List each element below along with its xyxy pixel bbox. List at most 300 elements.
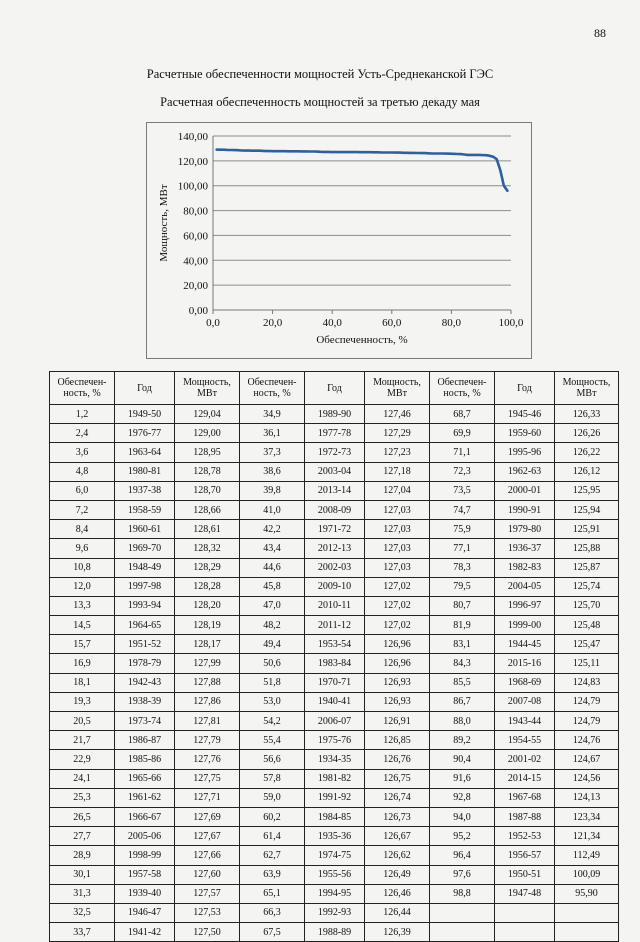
table-cell: 1969-70 — [115, 539, 175, 558]
table-cell: 62,7 — [240, 846, 305, 865]
table-cell: 127,03 — [365, 520, 430, 539]
table-cell: 1950-51 — [495, 865, 555, 884]
table-cell: 67,5 — [240, 923, 305, 942]
table-cell: 126,75 — [365, 769, 430, 788]
table-cell: 1986-87 — [115, 731, 175, 750]
table-cell: 20,5 — [50, 712, 115, 731]
table-cell: 4,8 — [50, 462, 115, 481]
table-cell: 124,67 — [555, 750, 619, 769]
table-cell: 56,6 — [240, 750, 305, 769]
table-cell: 2004-05 — [495, 577, 555, 596]
table-cell: 124,79 — [555, 692, 619, 711]
table-cell: 2007-08 — [495, 692, 555, 711]
table-cell: 1966-67 — [115, 807, 175, 826]
table-cell: 1938-39 — [115, 692, 175, 711]
table-cell: 126,26 — [555, 424, 619, 443]
table-cell: 127,69 — [175, 807, 240, 826]
table-cell: 86,7 — [430, 692, 495, 711]
table-row — [50, 481, 619, 500]
table-cell: 42,2 — [240, 520, 305, 539]
table-cell: 1975-76 — [305, 731, 365, 750]
table-cell: 127,71 — [175, 788, 240, 807]
table-cell: 68,7 — [430, 405, 495, 424]
table-cell: 1992-93 — [305, 903, 365, 922]
table-cell: 91,6 — [430, 769, 495, 788]
table-cell: 98,8 — [430, 884, 495, 903]
table-cell: 127,66 — [175, 846, 240, 865]
table-cell: 1944-45 — [495, 635, 555, 654]
table-row — [50, 769, 619, 788]
table-cell: 125,95 — [555, 481, 619, 500]
table-cell: 48,2 — [240, 616, 305, 635]
table-cell: 49,4 — [240, 635, 305, 654]
table-cell: 1971-72 — [305, 520, 365, 539]
table-cell: 127,75 — [175, 769, 240, 788]
table-header-cell: Мощность, МВт — [365, 372, 430, 405]
table-cell: 63,9 — [240, 865, 305, 884]
table-cell: 78,3 — [430, 558, 495, 577]
table-cell: 1988-89 — [305, 923, 365, 942]
table-row — [50, 731, 619, 750]
table-cell: 25,3 — [50, 788, 115, 807]
table-row — [50, 462, 619, 481]
table-cell: 127,03 — [365, 558, 430, 577]
table-cell: 127,03 — [365, 539, 430, 558]
table-cell: 128,20 — [175, 596, 240, 615]
table-cell: 1961-62 — [115, 788, 175, 807]
table-cell: 1957-58 — [115, 865, 175, 884]
table-row — [50, 424, 619, 443]
table-cell: 2014-15 — [495, 769, 555, 788]
document-title: Расчетные обеспеченности мощностей Усть-Среднеканской ГЭС — [146, 67, 494, 81]
table-row — [50, 884, 619, 903]
series-line — [217, 150, 508, 191]
table-cell: 57,8 — [240, 769, 305, 788]
table-cell: 1945-46 — [495, 405, 555, 424]
table-cell: 2013-14 — [305, 481, 365, 500]
table-row — [50, 500, 619, 519]
table-cell — [430, 923, 495, 942]
table-cell: 1960-61 — [115, 520, 175, 539]
table-row — [50, 635, 619, 654]
table-cell: 9,6 — [50, 539, 115, 558]
table-cell: 125,91 — [555, 520, 619, 539]
page-number: 88 — [594, 26, 606, 40]
table-cell: 127,67 — [175, 827, 240, 846]
table-cell: 28,9 — [50, 846, 115, 865]
table-cell: 89,2 — [430, 731, 495, 750]
table-cell: 128,66 — [175, 500, 240, 519]
table-cell: 1937-38 — [115, 481, 175, 500]
table-cell: 128,19 — [175, 616, 240, 635]
chart — [147, 123, 531, 358]
table-cell: 13,3 — [50, 596, 115, 615]
y-tick-label: 100,00 — [177, 180, 208, 193]
table-cell: 1976-77 — [115, 424, 175, 443]
table-cell: 3,6 — [50, 443, 115, 462]
table-cell: 126,93 — [365, 692, 430, 711]
y-axis-label: Мощность, МВт — [158, 184, 170, 262]
table-cell — [555, 923, 619, 942]
y-tick-label: 0,00 — [188, 305, 208, 317]
table-header-cell: Год — [495, 372, 555, 405]
table-row — [50, 673, 619, 692]
table-cell: 18,1 — [50, 673, 115, 692]
table-cell: 1953-54 — [305, 635, 365, 654]
table-row — [50, 520, 619, 539]
x-tick-label: 40,0 — [322, 317, 342, 329]
table-cell: 126,96 — [365, 654, 430, 673]
table-cell: 127,23 — [365, 443, 430, 462]
table-cell: 1940-41 — [305, 692, 365, 711]
table-cell: 1989-90 — [305, 405, 365, 424]
table-row — [50, 654, 619, 673]
table-cell: 2006-07 — [305, 712, 365, 731]
table-cell: 126,93 — [365, 673, 430, 692]
table-cell: 85,5 — [430, 673, 495, 692]
table-cell: 2000-01 — [495, 481, 555, 500]
table-cell: 81,9 — [430, 616, 495, 635]
table-cell: 124,79 — [555, 712, 619, 731]
table-cell: 1942-43 — [115, 673, 175, 692]
table-cell: 1994-95 — [305, 884, 365, 903]
table-cell: 8,4 — [50, 520, 115, 539]
table-cell: 14,5 — [50, 616, 115, 635]
table-cell: 38,6 — [240, 462, 305, 481]
table-cell: 27,7 — [50, 827, 115, 846]
table-cell: 126,76 — [365, 750, 430, 769]
table-cell: 1941-42 — [115, 923, 175, 942]
table-cell: 1,2 — [50, 405, 115, 424]
table-cell: 19,3 — [50, 692, 115, 711]
y-tick-label: 20,00 — [183, 280, 208, 293]
table-cell: 127,04 — [365, 481, 430, 500]
table-cell: 47,0 — [240, 596, 305, 615]
table-cell: 90,4 — [430, 750, 495, 769]
table-cell: 1954-55 — [495, 731, 555, 750]
table-cell: 1995-96 — [495, 443, 555, 462]
table-cell: 7,2 — [50, 500, 115, 519]
table-cell: 126,74 — [365, 788, 430, 807]
table-cell: 74,7 — [430, 500, 495, 519]
table-cell: 1962-63 — [495, 462, 555, 481]
table-row — [50, 616, 619, 635]
table-cell: 121,34 — [555, 827, 619, 846]
table-cell: 125,94 — [555, 500, 619, 519]
table-cell: 126,44 — [365, 903, 430, 922]
table-header-cell: Год — [115, 372, 175, 405]
table-cell: 100,09 — [555, 865, 619, 884]
table-cell: 128,95 — [175, 443, 240, 462]
table-cell: 125,87 — [555, 558, 619, 577]
table-cell — [495, 903, 555, 922]
table-cell: 1967-68 — [495, 788, 555, 807]
table-cell: 128,78 — [175, 462, 240, 481]
table-cell: 1982-83 — [495, 558, 555, 577]
table-header-cell: Мощность, МВт — [555, 372, 619, 405]
table-cell: 41,0 — [240, 500, 305, 519]
table-row — [50, 750, 619, 769]
table-cell: 127,02 — [365, 577, 430, 596]
table-cell: 1951-52 — [115, 635, 175, 654]
table-cell: 126,39 — [365, 923, 430, 942]
table-cell: 1996-97 — [495, 596, 555, 615]
table-cell: 2005-06 — [115, 827, 175, 846]
table-cell: 43,4 — [240, 539, 305, 558]
table-row — [50, 539, 619, 558]
table-cell: 128,28 — [175, 577, 240, 596]
x-tick-label: 0,0 — [206, 317, 220, 329]
table-cell: 127,02 — [365, 596, 430, 615]
table-cell: 125,88 — [555, 539, 619, 558]
table-cell: 127,53 — [175, 903, 240, 922]
table-cell: 126,73 — [365, 807, 430, 826]
table-cell: 75,9 — [430, 520, 495, 539]
table-cell: 125,47 — [555, 635, 619, 654]
table-cell: 54,2 — [240, 712, 305, 731]
table-cell: 88,0 — [430, 712, 495, 731]
table-cell: 1978-79 — [115, 654, 175, 673]
table-cell: 84,3 — [430, 654, 495, 673]
table-cell: 73,5 — [430, 481, 495, 500]
table-cell: 1977-78 — [305, 424, 365, 443]
table-cell: 127,76 — [175, 750, 240, 769]
table-cell: 30,1 — [50, 865, 115, 884]
table-cell: 44,6 — [240, 558, 305, 577]
table-cell: 126,49 — [365, 865, 430, 884]
table-row — [50, 923, 619, 942]
table-cell: 127,99 — [175, 654, 240, 673]
table-cell: 112,49 — [555, 846, 619, 865]
table-cell: 2,4 — [50, 424, 115, 443]
x-tick-label: 20,0 — [262, 317, 283, 329]
table-cell: 32,5 — [50, 903, 115, 922]
table-cell: 127,02 — [365, 616, 430, 635]
table-cell: 127,57 — [175, 884, 240, 903]
table-cell: 2008-09 — [305, 500, 365, 519]
table-cell: 2010-11 — [305, 596, 365, 615]
table-cell: 1981-82 — [305, 769, 365, 788]
table-cell: 72,3 — [430, 462, 495, 481]
table-cell — [555, 903, 619, 922]
table-cell: 10,8 — [50, 558, 115, 577]
table-cell: 2003-04 — [305, 462, 365, 481]
table-cell: 69,9 — [430, 424, 495, 443]
table-cell: 1985-86 — [115, 750, 175, 769]
table-cell: 45,8 — [240, 577, 305, 596]
data-table — [49, 371, 619, 942]
y-tick-label: 80,00 — [183, 205, 208, 218]
table-cell — [495, 923, 555, 942]
table-cell: 2015-16 — [495, 654, 555, 673]
table-cell: 96,4 — [430, 846, 495, 865]
table-cell: 1993-94 — [115, 596, 175, 615]
table-cell: 39,8 — [240, 481, 305, 500]
x-tick-label: 60,0 — [382, 317, 402, 329]
table-cell: 127,60 — [175, 865, 240, 884]
table-cell: 95,2 — [430, 827, 495, 846]
table-cell: 128,61 — [175, 520, 240, 539]
table-cell: 125,48 — [555, 616, 619, 635]
table-cell: 59,0 — [240, 788, 305, 807]
table-cell: 1943-44 — [495, 712, 555, 731]
table-cell: 125,11 — [555, 654, 619, 673]
table-cell: 1990-91 — [495, 500, 555, 519]
table-cell: 1948-49 — [115, 558, 175, 577]
table-cell: 124,83 — [555, 673, 619, 692]
table-cell: 1980-81 — [115, 462, 175, 481]
table-row — [50, 577, 619, 596]
table-cell: 31,3 — [50, 884, 115, 903]
table-row — [50, 558, 619, 577]
table-cell: 92,8 — [430, 788, 495, 807]
table-cell: 65,1 — [240, 884, 305, 903]
table-cell: 1974-75 — [305, 846, 365, 865]
table-row — [50, 846, 619, 865]
table-row — [50, 827, 619, 846]
table-cell: 128,29 — [175, 558, 240, 577]
table-cell: 15,7 — [50, 635, 115, 654]
table-row — [50, 865, 619, 884]
table-cell: 36,1 — [240, 424, 305, 443]
table-header-cell: Обеспечен-ность, % — [240, 372, 305, 405]
table-cell: 53,0 — [240, 692, 305, 711]
y-tick-label: 60,00 — [183, 230, 208, 243]
table-cell: 127,86 — [175, 692, 240, 711]
table-cell: 1956-57 — [495, 846, 555, 865]
table-cell: 2001-02 — [495, 750, 555, 769]
table-header-cell: Обеспечен-ность, % — [50, 372, 115, 405]
table-cell: 124,76 — [555, 731, 619, 750]
table-cell: 129,00 — [175, 424, 240, 443]
table-cell: 83,1 — [430, 635, 495, 654]
table-cell: 2002-03 — [305, 558, 365, 577]
table-cell: 12,0 — [50, 577, 115, 596]
table-cell: 1946-47 — [115, 903, 175, 922]
table-cell: 22,9 — [50, 750, 115, 769]
table-cell: 2012-13 — [305, 539, 365, 558]
table-cell: 1979-80 — [495, 520, 555, 539]
table-row — [50, 596, 619, 615]
table-cell: 24,1 — [50, 769, 115, 788]
table-cell: 34,9 — [240, 405, 305, 424]
table-cell: 125,74 — [555, 577, 619, 596]
table-cell: 1970-71 — [305, 673, 365, 692]
table-cell: 1935-36 — [305, 827, 365, 846]
table-header-cell: Мощность, МВт — [175, 372, 240, 405]
table-cell: 127,88 — [175, 673, 240, 692]
y-tick-label: 120,00 — [177, 155, 208, 168]
table-cell: 1991-92 — [305, 788, 365, 807]
table-cell: 125,70 — [555, 596, 619, 615]
table-cell: 55,4 — [240, 731, 305, 750]
table-cell: 1984-85 — [305, 807, 365, 826]
table-cell: 1972-73 — [305, 443, 365, 462]
x-axis-label: Обеспеченность, % — [316, 334, 408, 346]
table-cell: 128,70 — [175, 481, 240, 500]
table-cell: 1947-48 — [495, 884, 555, 903]
chart-container — [146, 122, 532, 359]
table-cell: 50,6 — [240, 654, 305, 673]
table-cell: 1952-53 — [495, 827, 555, 846]
table-cell: 1958-59 — [115, 500, 175, 519]
table-cell: 1939-40 — [115, 884, 175, 903]
table-cell: 2011-12 — [305, 616, 365, 635]
table-row — [50, 807, 619, 826]
x-tick-label: 80,0 — [441, 317, 462, 329]
table-cell: 1983-84 — [305, 654, 365, 673]
table-cell: 94,0 — [430, 807, 495, 826]
table-cell: 126,12 — [555, 462, 619, 481]
table-cell: 126,67 — [365, 827, 430, 846]
table-cell: 97,6 — [430, 865, 495, 884]
table-cell: 127,29 — [365, 424, 430, 443]
table-cell: 1965-66 — [115, 769, 175, 788]
table-cell: 127,46 — [365, 405, 430, 424]
table-cell: 123,34 — [555, 807, 619, 826]
table-cell: 16,9 — [50, 654, 115, 673]
table-cell: 77,1 — [430, 539, 495, 558]
table-cell: 26,5 — [50, 807, 115, 826]
table-cell: 60,2 — [240, 807, 305, 826]
table-cell: 61,4 — [240, 827, 305, 846]
table-cell: 1934-35 — [305, 750, 365, 769]
table-cell: 95,90 — [555, 884, 619, 903]
table-cell: 127,79 — [175, 731, 240, 750]
table-cell: 51,8 — [240, 673, 305, 692]
table-cell: 1997-98 — [115, 577, 175, 596]
table-header-cell: Год — [305, 372, 365, 405]
table-cell: 126,96 — [365, 635, 430, 654]
table-cell: 128,17 — [175, 635, 240, 654]
table-cell: 79,5 — [430, 577, 495, 596]
table-cell: 2009-10 — [305, 577, 365, 596]
chart-title: Расчетная обеспеченность мощностей за третью декаду мая — [160, 95, 480, 109]
table-cell: 1998-99 — [115, 846, 175, 865]
table-cell: 37,3 — [240, 443, 305, 462]
table-body — [50, 405, 619, 942]
table-cell: 129,04 — [175, 405, 240, 424]
table-cell: 1968-69 — [495, 673, 555, 692]
table-header-cell: Обеспечен-ность, % — [430, 372, 495, 405]
table-cell: 1959-60 — [495, 424, 555, 443]
x-tick-label: 100,0 — [498, 317, 524, 329]
table-cell: 126,91 — [365, 712, 430, 731]
table-cell: 128,32 — [175, 539, 240, 558]
table-row — [50, 692, 619, 711]
table-cell: 1999-00 — [495, 616, 555, 635]
table-cell: 127,50 — [175, 923, 240, 942]
table-row — [50, 712, 619, 731]
table-row — [50, 788, 619, 807]
y-tick-label: 40,00 — [183, 255, 208, 268]
table-cell — [430, 903, 495, 922]
table-cell: 21,7 — [50, 731, 115, 750]
table-cell: 126,22 — [555, 443, 619, 462]
table-cell: 1936-37 — [495, 539, 555, 558]
table-row — [50, 903, 619, 922]
table-cell: 124,56 — [555, 769, 619, 788]
y-tick-label: 140,00 — [177, 131, 208, 143]
table-cell: 1964-65 — [115, 616, 175, 635]
table-row — [50, 443, 619, 462]
table-cell: 71,1 — [430, 443, 495, 462]
table-cell: 1973-74 — [115, 712, 175, 731]
table-cell: 126,33 — [555, 405, 619, 424]
table-cell: 127,03 — [365, 500, 430, 519]
table-cell: 126,46 — [365, 884, 430, 903]
table-header-row — [50, 372, 619, 405]
